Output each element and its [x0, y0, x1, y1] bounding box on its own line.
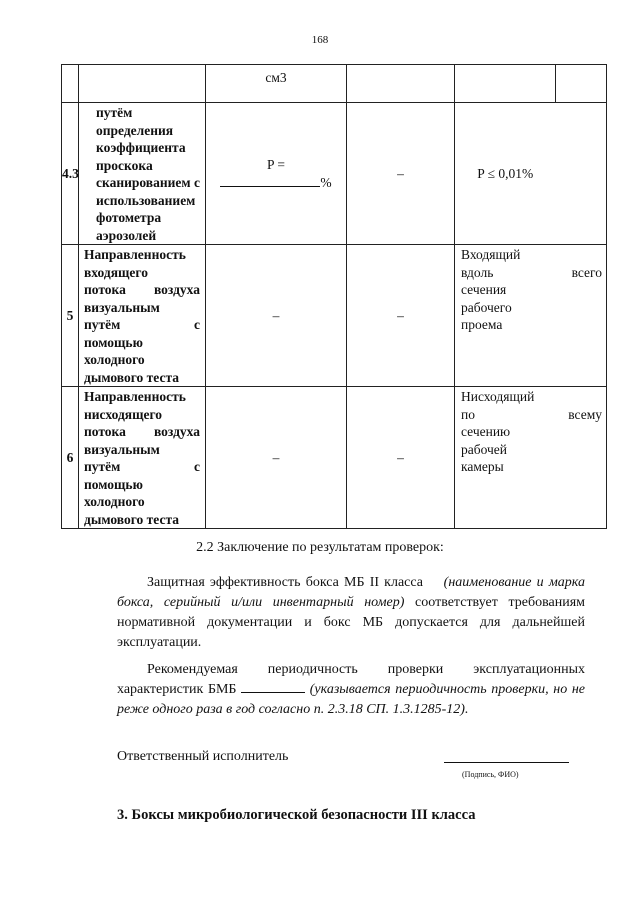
signature-line [444, 762, 569, 763]
row-description [79, 103, 206, 245]
desc-line: путём [96, 105, 133, 120]
section-heading-3: 3. Боксы микробиологической безопасности III класса [117, 807, 476, 823]
cell-requirement [455, 103, 556, 245]
desc-line: проскока [96, 157, 153, 173]
row-number: 6 [62, 387, 79, 529]
req-line: Нисходящий [461, 389, 535, 404]
desc-line: помощью [84, 334, 143, 350]
conclusion-line-3: нормативной документации и бокс МБ допускается для дальнейшей [117, 615, 585, 630]
desc-line: путём с [84, 459, 200, 474]
desc-line: визуальным [84, 441, 160, 457]
desc-line: холодного [84, 494, 145, 509]
blank-line [220, 176, 320, 187]
row-description [79, 245, 206, 387]
row-number: 4.3 [62, 103, 79, 245]
cell-empty [455, 65, 556, 103]
table-row-continued [62, 65, 607, 103]
cell-dash: – [347, 103, 455, 245]
conclusion-line-1: Защитная эффективность бокса МБ II класса (наименование и марка [147, 575, 585, 590]
desc-line: нисходящего [84, 406, 163, 422]
cell-empty [556, 103, 607, 245]
cell-dash: – [347, 245, 455, 387]
cell-dash: – [347, 387, 455, 529]
desc-line: дымового теста [84, 369, 179, 385]
recommendation-line-3: реже одного раза в год согласно п. 2.3.18 СП. 1.3.1285-12). [117, 702, 469, 717]
conclusion-paragraph [117, 573, 585, 653]
cell-requirement [455, 245, 607, 387]
periodicity-blank [241, 680, 305, 693]
desc-line: путём с [84, 317, 200, 332]
req-line: вдоль всего [461, 264, 602, 280]
results-table [61, 64, 607, 529]
desc-line: фотометра [96, 210, 162, 225]
req-line: рабочей [461, 441, 508, 457]
cell-empty [556, 65, 607, 103]
signature-caption: (Подпись, ФИО) [462, 770, 519, 779]
desc-line: потока воздуха [84, 424, 200, 439]
cell-desc [79, 65, 206, 103]
cell-measured-value [206, 103, 347, 245]
recommendation-line-2: характеристик БМБ (указывается периодичность проверки, но не [117, 682, 585, 697]
desc-line: коэффициента [96, 140, 186, 155]
req-line: Входящий [461, 247, 521, 262]
desc-line: аэрозолей [96, 227, 157, 243]
desc-line: потока воздуха [84, 282, 200, 297]
row-number: 5 [62, 245, 79, 387]
requirement-value: P ≤ 0,01% [477, 165, 534, 181]
table-row-4-3 [62, 103, 607, 245]
req-line: проема [461, 317, 503, 332]
row-description [79, 387, 206, 529]
value-label: P = [267, 157, 285, 172]
desc-line: визуальным [84, 299, 160, 315]
cell-num [62, 65, 79, 103]
unit-cm3: см3 [265, 70, 287, 85]
desc-line: определения [96, 122, 174, 138]
page-number: 168 [311, 34, 329, 46]
recommendation-paragraph [117, 660, 585, 720]
desc-line: дымового теста [84, 511, 179, 527]
value-unit: % [320, 174, 332, 190]
desc-line: холодного [84, 352, 145, 367]
req-line: сечения [461, 282, 507, 297]
desc-line: Направленность [84, 247, 186, 262]
value-blank [220, 174, 331, 192]
conclusion-line-2: бокса, серийный и/или инвентарный номер) соответствует требованиям [117, 595, 585, 610]
recommendation-line-1: Рекомендуемая периодичность проверки эксплуатационных [147, 662, 585, 677]
cell-measured-value: – [206, 387, 347, 529]
cell-empty [347, 65, 455, 103]
req-line: по всему [461, 406, 602, 422]
value-formula [220, 156, 331, 191]
req-line: рабочего [461, 299, 512, 315]
cell-requirement [455, 387, 607, 529]
section-heading-2-2: 2.2 Заключение по результатам проверок: [196, 540, 444, 555]
desc-line: входящего [84, 264, 148, 280]
conclusion-line-4: эксплуатации. [117, 635, 202, 650]
responsible-executor-label: Ответственный исполнитель [117, 749, 289, 764]
table-row-6 [62, 387, 607, 529]
cell-measured-value: – [206, 245, 347, 387]
req-line: камеры [461, 459, 504, 474]
desc-line: использованием [96, 192, 196, 208]
cell-unit [206, 65, 347, 103]
table-row-5 [62, 245, 607, 387]
desc-line: сканированием с [96, 175, 200, 190]
desc-line: Направленность [84, 389, 186, 404]
req-line: сечению [461, 424, 511, 439]
desc-line: помощью [84, 476, 143, 492]
